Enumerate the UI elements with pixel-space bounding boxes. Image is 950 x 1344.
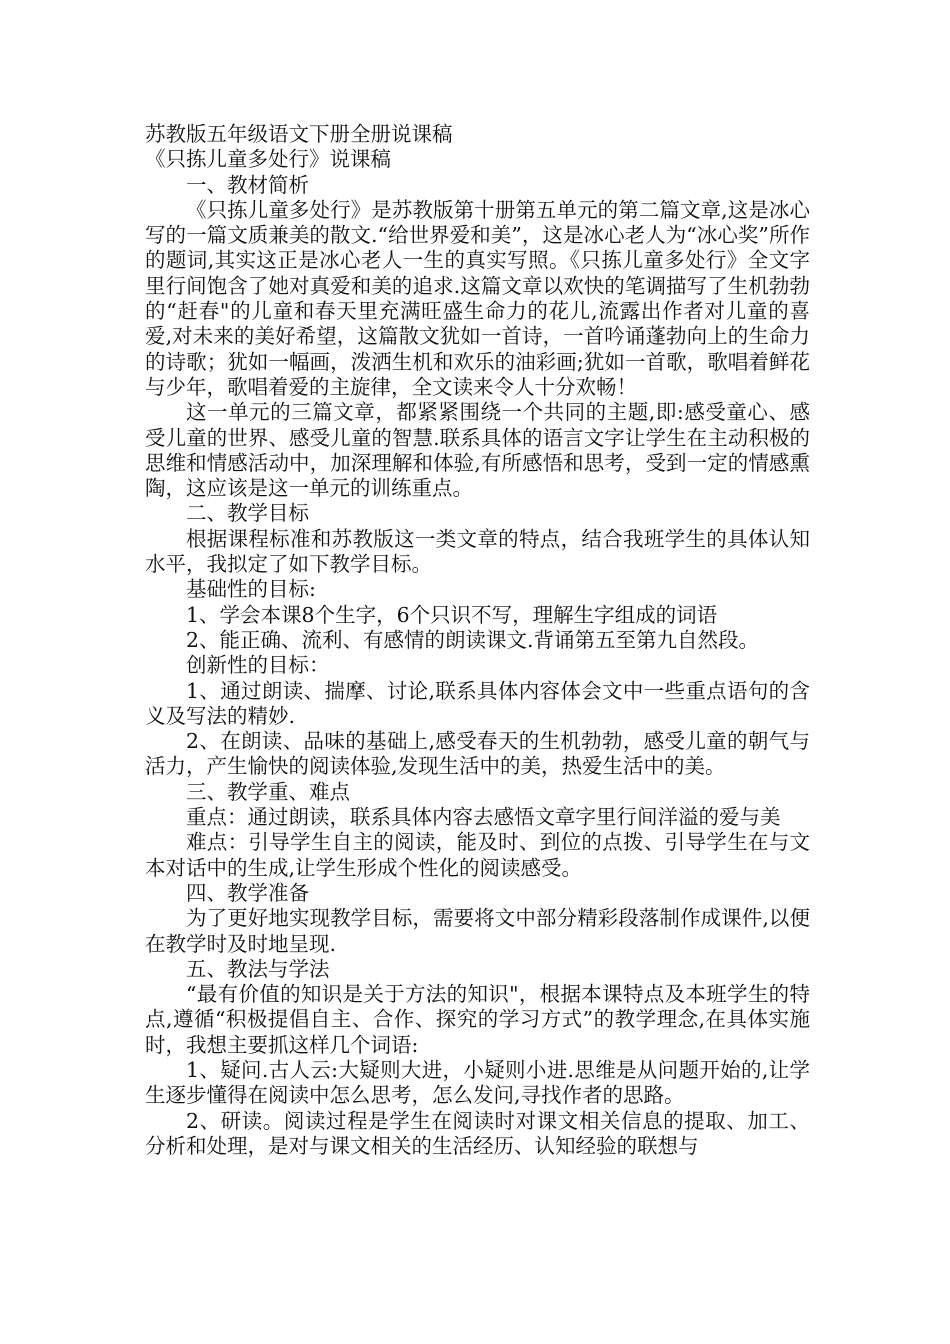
body-paragraph: 为了更好地实现教学目标，需要将文中部分精彩段落制作成课件,以便在教学时及时地呈现. [145, 906, 810, 956]
document-subtitle: 《只拣儿童多处行》说课稿 [145, 147, 391, 172]
body-paragraph: 1、学会本课8个生字，6个只识不写，理解生字组成的词语 [186, 602, 718, 627]
body-paragraph: 2、研读。阅读过程是学生在阅读时对课文相关信息的提取、加工、分析和处理，是对与课文相关的生活经历、认知经验的联想与 [145, 1108, 810, 1158]
body-paragraph: 1、疑问.古人云:大疑则大进，小疑则小进.思维是从问题开始的,让学生逐步懂得在阅读中怎么思考，怎么发问,寻找作者的思路。 [145, 1057, 810, 1108]
section-heading: 一、教材简析 [186, 172, 309, 197]
body-paragraph: 《只拣儿童多处行》是苏教版第十册第五单元的第二篇文章,这是冰心写的一篇文质兼美的散文.“给世界爱和美”，这是冰心老人为“冰心奖”所作的题词,其实这正是冰心老人一生的真实写照。《只拣儿童多处行》全文字里行间饱含了她对真爱和美的追求.这篇文章以欢快的笔调描写了生机勃勃的“赶春"的儿童和春天里充满旺盛生命力的花儿,流露出作者对儿童的喜爱,对未来的美好希望，这篇散文犹如一首诗，一首吟诵蓬勃向上的生命力的诗歌；犹如一幅画，泼洒生机和欢乐的油彩画;犹如一首歌，歌唱着鲜花与少年，歌唱着爱的主旋律，全文读来令人十分欢畅！ [145, 197, 810, 399]
section-heading: 四、教学准备 [186, 880, 309, 905]
section-heading: 二、教学目标 [186, 501, 309, 526]
body-paragraph: 重点：通过朗读，联系具体内容去感悟文章字里行间洋溢的爱与美 [186, 805, 781, 830]
document-body [145, 173, 810, 1160]
body-paragraph: 创新性的目标： [186, 653, 330, 678]
document-title: 苏教版五年级语文下册全册说课稿 [145, 122, 453, 146]
body-paragraph: “最有价值的知识是关于方法的知识"，根据本课特点及本班学生的特点,遵循“积极提倡自主、合作、探究的学习方式”的教学理念,在具体实施时，我想主要抓这样几个词语: [145, 982, 810, 1057]
body-paragraph: 基础性的目标: [186, 577, 316, 602]
section-heading: 五、教法与学法 [186, 956, 330, 981]
body-paragraph: 2、在朗读、品味的基础上,感受春天的生机勃勃，感受儿童的朝气与活力，产生愉快的阅读体验,发现生活中的美，热爱生活中的美。 [145, 729, 810, 779]
section-heading: 三、教学重、难点 [186, 779, 350, 804]
body-paragraph: 1、通过朗读、揣摩、讨论,联系具体内容体会文中一些重点语句的含义及写法的精妙. [145, 678, 810, 728]
body-paragraph: 难点：引导学生自主的阅读，能及时、到位的点拨、引导学生在与文本对话中的生成,让学生形成个性化的阅读感受。 [145, 830, 810, 880]
body-paragraph: 根据课程标准和苏教版这一类文章的特点，结合我班学生的具体认知水平，我拟定了如下教学目标。 [145, 526, 810, 577]
body-paragraph: 2、能正确、流利、有感情的朗读课文.背诵第五至第九自然段。 [186, 627, 760, 652]
body-paragraph: 这一单元的三篇文章，都紧紧围绕一个共同的主题,即:感受童心、感受儿童的世界、感受儿童的智慧.联系具体的语言文字让学生在主动积极的思维和情感活动中，加深理解和体验,有所感悟和思考，受到一定的情感熏陶，这应该是这一单元的训练重点。 [145, 400, 810, 501]
document-page [145, 122, 810, 1159]
